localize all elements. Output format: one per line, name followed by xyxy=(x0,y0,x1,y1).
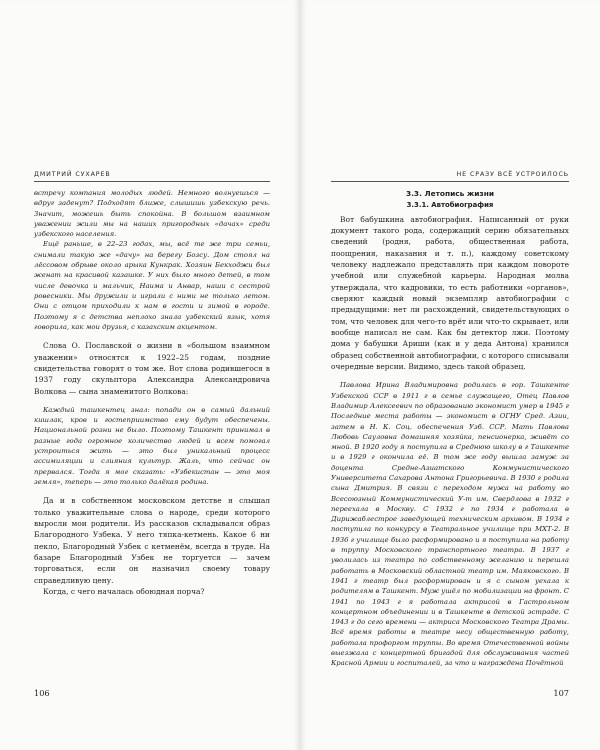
spacer xyxy=(34,397,270,405)
header-rule-left xyxy=(34,181,270,182)
subsection-heading: 3.3.1. Автобиография xyxy=(406,200,494,209)
spacer xyxy=(34,487,270,495)
quote-continuation: встречу компания молодых людей. Немного волнуешься — вдруг заденут? Подходят ближе, слышишь узбекскую речь. Значит, можешь быть спокойна. В большом взаимном уважении жили мы на наших пригородных «дачах» среди узбекского населения. xyxy=(34,189,270,239)
intro-paragraph: Вот бабушкина автобиография. Написанный от руки документ такого рода, содержащий серию обязательных сведений (родня, работа, общественная работа, поощрения, наказания и т. п.), каждому советскому человеку надлежало представлять при каждом повороте учебной или служебной карьеры. Народная молва утверждала, что кадровики, то есть работники «органов», сверяют каждый новый экземпляр автобиографии с предыдущими: нет ли расхождений, свидетельствующих о том, что человек для чего-то врёт или что-то скрывает, или вообще написал не сам. Как бы детектор лжи. Поэтому дома у бабушки Ариши (как и у деда Антона) хранился образец собственной автобиографии, с которого списывали очередные версии. Видимо, здесь такой образец. xyxy=(331,214,569,371)
running-head-right: НЕ СРАЗУ ВСЁ УСТРОИЛОСЬ xyxy=(456,171,569,178)
left-text-column xyxy=(34,188,270,597)
body-paragraph: Слова О. Пославской о жизни в «большом взаимном уважении» относятся к 1922–25 годам, поздние свидетельства говорят о том же. Вот слова родившегося в 1937 году скульптора Александра Александровича Волкова — сына знаменитого Волкова: xyxy=(34,341,270,396)
section-heading: 3.3. Летопись жизни xyxy=(405,189,494,198)
right-page xyxy=(300,0,600,750)
body-paragraph: Когда, с чего началась обоюдная порча? xyxy=(43,587,205,596)
page-number-right: 107 xyxy=(553,688,569,698)
running-head-left: ДМИТРИЙ СУХАРЕВ xyxy=(34,171,111,178)
spacer xyxy=(331,372,569,380)
right-text-column xyxy=(331,188,569,669)
quote-paragraph: Ещё раньше, в 22–23 годах, мы, всё те же три семьи, снимали такую же «дачу» на берегу Бозсу. Дом стоял на лёссовом обрыве около арыка Кункрак. Хозяин Бекходжи был женат на красивой казашке. У них было много детей, в том числе девочка и мальчик, Наима и Анвар, наши с сестрой ровесники. Мы дружили и играли с ними не только летом. Они с отцом приходили к нам в гости и зимой в городе. Поэтому я с детства неплохо знала узбекский язык, хотя говорила, как мои друзья, с казахским акцентом. xyxy=(34,240,270,331)
autobiography-text: Павлова Ирина Владимировна родилась в гор. Ташкенте Узбекской ССР в 1911 г в семье служащего, Отец Павлов Владимир Алексеевич по образованию экономист умер в 1945 г Последние места работы — экономист в ОГНУ Сред. Азии, затем в Н. К. Соц. обеспечения Узб. ССР. Мать Павлова Любовь Сауловна домашняя хозяйка, пенсионерка, живёт со мной. В 1920 году я поступила в Среднюю школу в г Ташкенте и в 1929 г окончила её. В том же году вышла замуж за доцента Средне-Азиатского Коммунистического Университета Сахарова Антона Григорьевича. В 1930 г родила сына Дмитрия. В связи с переходом мужа на работу во Всесоюзный Коммунистический У-т им. Свердлова в 1932 г переехала в Москву. С 1932 г по 1934 г работала в Дирижаблестрое заведующей техническим архивом. В 1934 г поступила по конкурсу в Театральное училище при МХТ-2. В 1936 г училище было расформировано и я поступила на работу в труппу Московского транспортного театра. В 1937 г уволилась из театра по собственному желанию и перешла работать в Московский областной театр им. Маяковского. В 1941 г театр был расформирован и я с сыном уехала к родителям в Ташкент. Муж ушёл по мобилизации на фронт. С 1941 по 1943 г я работала актрисой в Гастрольном концертном объединении и в Ташкенте в детской эстраде. С 1943 г до сего времени — актриса Московского Театра Драмы. Всё время работы в театре несу общественную работу, работала профоргом труппы. Во время Отечественной войны выезжала с концертной бригадой для обслуживания частей Красной Армии и госпиталей, за что и награждена Почётной xyxy=(331,381,569,668)
page-number-left: 106 xyxy=(34,688,50,698)
body-paragraph: Да и в собственном московском детстве я слышал только уважительные слова о народе, среди которого выросли мои родители. Из рассказов складывался образ Благородного Узбека. У него тяпка-кетмень. Какое 6 ни пекло, Благородный Узбек с кетменём, всегда в труде. На базаре Благородный Узбек не торгуется — зачем торговаться, если он назначил своему товару справедливую цену. xyxy=(34,496,270,585)
header-rule-right xyxy=(331,181,569,182)
spacer xyxy=(34,332,270,340)
volkov-quote: Каждый ташкентец знал: попади он в самый дальний кишлак, кров и гостеприимство ему будут обеспечены. Национальной розни не было. Поэтому Ташкент принимал в разные года огромное количество людей и всем помогал устроиться жить — это был уникальный процесс ассимиляции и слияния культур. Жаль, что сейчас он прервался. Тогда я мог сказать: «Узбекистан — это моя земля», теперь — это только далёкая родина. xyxy=(34,405,270,486)
